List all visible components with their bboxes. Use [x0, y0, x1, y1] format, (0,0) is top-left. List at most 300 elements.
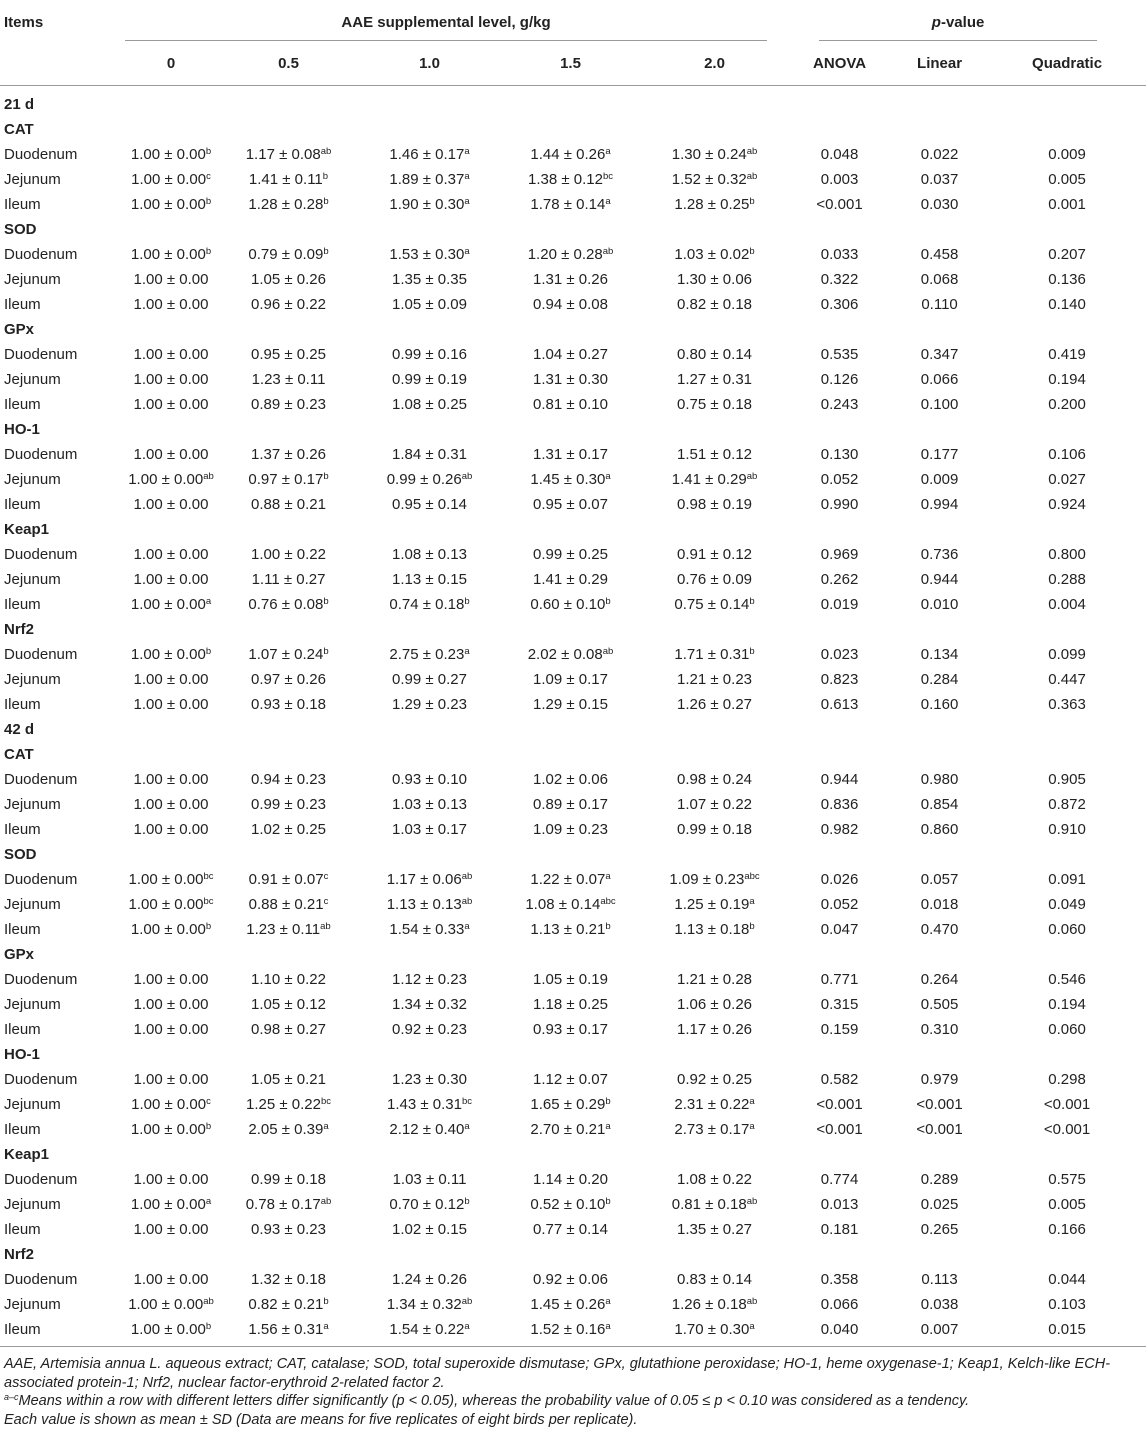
value-cell	[218, 1167, 359, 1192]
mean-sd-value: 1.00 ± 0.00	[130, 246, 206, 263]
anova-value: 0.052	[820, 896, 859, 913]
value-cell	[641, 1192, 788, 1217]
mean-sd-value: 1.89 ± 0.37	[389, 171, 465, 188]
linear-value: <0.001	[916, 1096, 963, 1113]
mean-sd-value: 0.97 ± 0.26	[251, 671, 326, 688]
section-label: CAT	[4, 121, 34, 138]
table-row	[0, 192, 1146, 217]
value-cell	[218, 792, 359, 817]
anova-value: 0.013	[820, 1196, 859, 1213]
significance-superscript: b	[749, 596, 755, 607]
row-label: Jejunum	[4, 471, 61, 488]
mean-sd-value: 1.17 ± 0.26	[677, 1021, 753, 1038]
quadratic-value: 0.140	[1048, 296, 1086, 313]
value-cell	[124, 692, 218, 717]
significance-superscript: b	[605, 596, 611, 607]
significance-superscript: b	[205, 1121, 212, 1132]
value-cell	[500, 367, 641, 392]
table-row	[0, 817, 1146, 842]
mean-sd-value: 0.75 ± 0.14	[674, 596, 750, 613]
anova-value: 0.358	[820, 1271, 859, 1288]
table-row	[0, 767, 1146, 792]
row-label: Duodenum	[4, 546, 78, 563]
section-row	[0, 742, 1146, 767]
value-cell	[500, 1117, 641, 1142]
value-cell	[500, 1167, 641, 1192]
anova-value: 0.019	[820, 596, 859, 613]
mean-sd-value: 1.28 ± 0.25	[674, 196, 750, 213]
value-cell	[359, 1167, 500, 1192]
mean-sd-value: 0.99 ± 0.27	[392, 671, 467, 688]
value-cell	[218, 1267, 359, 1292]
linear-value: 0.134	[920, 646, 959, 663]
mean-sd-value: 1.35 ± 0.35	[392, 271, 467, 288]
significance-superscript: b	[464, 596, 470, 607]
value-cell	[359, 692, 500, 717]
significance-superscript: a	[605, 146, 611, 157]
mean-sd-value: 1.00 ± 0.00	[133, 1271, 209, 1288]
mean-sd-value: 1.23 ± 0.11	[251, 371, 326, 388]
anova-value: 0.315	[820, 996, 859, 1013]
row-label: Jejunum	[4, 1096, 61, 1113]
significance-superscript: ab	[746, 146, 758, 157]
anova-value: <0.001	[816, 1096, 863, 1113]
value-cell	[218, 492, 359, 517]
row-label: Duodenum	[4, 1271, 78, 1288]
value-cell	[641, 892, 788, 917]
mean-sd-value: 1.00 ± 0.00	[130, 1321, 206, 1338]
mean-sd-value: 1.00 ± 0.00	[133, 796, 209, 813]
linear-value: 0.980	[920, 771, 959, 788]
value-cell	[218, 1317, 359, 1347]
row-label: Ileum	[0, 1317, 124, 1347]
linear-value: 0.037	[920, 171, 959, 188]
value-cell	[124, 792, 218, 817]
section-label: HO-1	[4, 1046, 40, 1063]
row-label: Duodenum	[4, 1171, 78, 1188]
mean-sd-value: 1.27 ± 0.31	[677, 371, 753, 388]
value-cell	[359, 142, 500, 167]
value-cell	[500, 592, 641, 617]
value-cell	[359, 792, 500, 817]
table-footnotes	[0, 1347, 1146, 1429]
significance-superscript: ab	[746, 171, 758, 182]
quadratic-value: 0.288	[1048, 571, 1086, 588]
value-cell	[641, 692, 788, 717]
table-row	[0, 1192, 1146, 1217]
row-label: Jejunum	[4, 896, 61, 913]
level-header: 0	[124, 42, 218, 86]
row-label: Ileum	[4, 1021, 41, 1038]
section-label: SOD	[4, 846, 37, 863]
mean-sd-value: 1.08 ± 0.25	[392, 396, 467, 413]
value-cell	[218, 1092, 359, 1117]
linear-value: 0.009	[920, 471, 959, 488]
mean-sd-value: 2.73 ± 0.17	[674, 1121, 750, 1138]
value-cell	[359, 1192, 500, 1217]
anova-value: 0.774	[820, 1171, 859, 1188]
section-row	[0, 417, 1146, 442]
significance-superscript: ab	[746, 1296, 758, 1307]
value-cell	[218, 767, 359, 792]
linear-value: 0.736	[920, 546, 959, 563]
quadratic-value: 0.005	[1048, 1196, 1086, 1213]
linear-value: 0.022	[920, 146, 959, 163]
table-row	[0, 567, 1146, 592]
linear-value: 0.505	[920, 996, 959, 1013]
value-cell	[641, 1167, 788, 1192]
value-cell	[500, 142, 641, 167]
significance-superscript: c	[206, 1096, 211, 1107]
significance-superscript: b	[323, 196, 329, 207]
mean-sd-value: 1.41 ± 0.29	[533, 571, 608, 588]
table-row	[0, 1167, 1146, 1192]
mean-sd-value: 0.52 ± 0.10	[530, 1196, 606, 1213]
quadratic-value: 0.166	[1048, 1221, 1086, 1238]
value-cell	[641, 792, 788, 817]
anova-header: ANOVA	[788, 42, 891, 86]
value-cell	[218, 342, 359, 367]
anova-value: 0.159	[820, 1021, 859, 1038]
mean-sd-value: 1.05 ± 0.19	[533, 971, 608, 988]
section-row	[0, 317, 1146, 342]
mean-sd-value: 1.11 ± 0.27	[251, 571, 326, 588]
linear-value: 0.030	[920, 196, 959, 213]
section-label: 21 d	[4, 96, 35, 113]
mean-sd-value: 1.06 ± 0.26	[677, 996, 753, 1013]
mean-sd-value: 1.44 ± 0.26	[530, 146, 606, 163]
value-cell	[641, 292, 788, 317]
mean-sd-value: 1.00 ± 0.00	[130, 646, 206, 663]
mean-sd-value: 1.52 ± 0.32	[671, 171, 747, 188]
section-row	[0, 1042, 1146, 1067]
value-cell	[500, 992, 641, 1017]
mean-sd-value: 1.24 ± 0.26	[392, 1271, 467, 1288]
row-label: Ileum	[4, 696, 41, 713]
value-cell	[359, 1067, 500, 1092]
footnote-significance-mark: a–c	[4, 1392, 19, 1402]
mean-sd-value: 0.95 ± 0.07	[533, 496, 608, 513]
mean-sd-value: 1.46 ± 0.17	[389, 146, 465, 163]
linear-value: 0.994	[920, 496, 959, 513]
significance-superscript: a	[464, 921, 470, 932]
significance-superscript: ab	[461, 1296, 473, 1307]
table-row	[0, 1292, 1146, 1317]
linear-value: 0.007	[891, 1317, 988, 1347]
quadratic-value: 0.001	[1048, 196, 1086, 213]
mean-sd-value: 1.00 ± 0.00	[133, 1021, 209, 1038]
mean-sd-value: 1.35 ± 0.27	[677, 1221, 753, 1238]
mean-sd-value: 0.98 ± 0.24	[677, 771, 753, 788]
linear-value: 0.100	[920, 396, 959, 413]
value-cell	[124, 142, 218, 167]
value-cell	[641, 192, 788, 217]
section-label: Nrf2	[4, 1246, 35, 1263]
table-row	[0, 892, 1146, 917]
mean-sd-value: 1.00 ± 0.00	[133, 996, 209, 1013]
value-cell	[359, 592, 500, 617]
level-header: 1.5	[500, 42, 641, 86]
section-row	[0, 717, 1146, 742]
value-cell	[359, 1292, 500, 1317]
value-cell	[359, 567, 500, 592]
significance-superscript: bc	[203, 896, 214, 907]
value-cell	[641, 1017, 788, 1042]
row-label: Duodenum	[4, 771, 78, 788]
significance-superscript: a	[464, 171, 470, 182]
linear-value: 0.113	[921, 1271, 958, 1288]
section-row	[0, 86, 1146, 118]
value-cell	[641, 542, 788, 567]
mean-sd-value: 1.00 ± 0.00	[133, 696, 209, 713]
quadratic-value: 0.099	[1048, 646, 1086, 663]
anova-value: 0.982	[820, 821, 859, 838]
row-label: Jejunum	[4, 571, 61, 588]
mean-sd-value: 1.03 ± 0.11	[392, 1171, 467, 1188]
linear-value: 0.347	[920, 346, 959, 363]
mean-sd-value: 1.00 ± 0.00	[133, 296, 209, 313]
linear-value: 0.284	[920, 671, 959, 688]
table-row	[0, 467, 1146, 492]
value-cell	[218, 967, 359, 992]
row-label: Ileum	[4, 296, 41, 313]
value-cell	[500, 1192, 641, 1217]
mean-sd-value: 1.02 ± 0.25	[251, 821, 326, 838]
value-cell	[124, 367, 218, 392]
value-cell	[218, 692, 359, 717]
value-cell	[500, 392, 641, 417]
mean-sd-value: 1.00 ± 0.00	[128, 896, 204, 913]
significance-superscript: a	[605, 1321, 611, 1332]
linear-value: 0.066	[920, 371, 959, 388]
anova-value: 0.026	[820, 871, 859, 888]
significance-superscript: b	[323, 246, 329, 257]
value-cell	[124, 967, 218, 992]
value-cell	[124, 1317, 218, 1347]
mean-sd-value: 1.17 ± 0.08	[245, 146, 321, 163]
mean-sd-value: 0.93 ± 0.23	[251, 1221, 326, 1238]
row-label: Ileum	[4, 196, 41, 213]
quadratic-value: 0.060	[1048, 921, 1086, 938]
significance-superscript: b	[464, 1196, 470, 1207]
quadratic-value: 0.200	[1048, 396, 1086, 413]
value-cell	[218, 642, 359, 667]
value-cell	[359, 892, 500, 917]
mean-sd-value: 0.89 ± 0.23	[251, 396, 326, 413]
row-label: Ileum	[4, 921, 41, 938]
value-cell	[641, 167, 788, 192]
table-row	[0, 692, 1146, 717]
value-cell	[359, 1092, 500, 1117]
section-label: Keap1	[4, 1146, 50, 1163]
mean-sd-value: 1.00 ± 0.00	[133, 371, 209, 388]
quadratic-value: 0.044	[1048, 1271, 1086, 1288]
mean-sd-value: 0.99 ± 0.19	[392, 371, 467, 388]
mean-sd-value: 0.99 ± 0.25	[533, 546, 608, 563]
mean-sd-value: 1.70 ± 0.30	[674, 1321, 750, 1338]
row-label: Duodenum	[4, 246, 78, 263]
significance-superscript: ab	[461, 896, 473, 907]
row-label: Jejunum	[4, 796, 61, 813]
value-cell	[359, 1117, 500, 1142]
value-cell	[500, 542, 641, 567]
significance-superscript: ab	[602, 646, 614, 657]
value-cell	[641, 367, 788, 392]
value-cell	[124, 1192, 218, 1217]
mean-sd-value: 1.25 ± 0.22	[245, 1096, 321, 1113]
value-cell	[500, 1092, 641, 1117]
mean-sd-value: 1.04 ± 0.27	[533, 346, 608, 363]
mean-sd-value: 1.37 ± 0.26	[251, 446, 326, 463]
mean-sd-value: 1.09 ± 0.17	[533, 671, 608, 688]
mean-sd-value: 1.31 ± 0.26	[533, 271, 608, 288]
significance-superscript: b	[205, 646, 212, 657]
anova-value: 0.126	[820, 371, 859, 388]
significance-superscript: ab	[320, 146, 332, 157]
anova-value: 0.613	[820, 696, 859, 713]
linear-value: 0.025	[920, 1196, 959, 1213]
significance-superscript: b	[205, 1321, 212, 1332]
mean-sd-value: 0.91 ± 0.12	[677, 546, 753, 563]
row-label: Duodenum	[4, 646, 78, 663]
row-label: Jejunum	[4, 371, 61, 388]
significance-superscript: c	[206, 171, 211, 182]
linear-value: 0.458	[920, 246, 959, 263]
value-cell	[218, 1217, 359, 1242]
value-cell	[218, 892, 359, 917]
quadratic-value: 0.106	[1048, 446, 1086, 463]
mean-sd-value: 1.51 ± 0.12	[677, 446, 753, 463]
value-cell	[641, 1267, 788, 1292]
value-cell	[124, 767, 218, 792]
significance-superscript: a	[323, 1321, 329, 1332]
footnote-significance	[4, 1392, 1142, 1411]
value-cell	[641, 592, 788, 617]
mean-sd-value: 1.05 ± 0.21	[251, 1071, 326, 1088]
significance-superscript: ab	[602, 246, 614, 257]
row-label: Jejunum	[4, 996, 61, 1013]
table-row	[0, 242, 1146, 267]
mean-sd-value: 1.09 ± 0.23	[533, 821, 608, 838]
value-cell	[218, 667, 359, 692]
quadratic-value: 0.091	[1048, 871, 1086, 888]
linear-value: 0.160	[920, 696, 959, 713]
value-cell	[124, 1267, 218, 1292]
quadratic-value: 0.103	[1048, 1296, 1086, 1313]
significance-superscript: b	[205, 246, 212, 257]
significance-superscript: b	[205, 921, 212, 932]
value-cell	[124, 1092, 218, 1117]
significance-superscript: ab	[320, 921, 331, 932]
quadratic-value: 0.005	[1048, 171, 1086, 188]
mean-sd-value: 1.00 ± 0.00	[133, 396, 209, 413]
section-row	[0, 842, 1146, 867]
mean-sd-value: 0.93 ± 0.18	[251, 696, 326, 713]
mean-sd-value: 1.00 ± 0.00	[133, 1221, 209, 1238]
linear-value: 0.944	[920, 571, 959, 588]
table-row	[0, 142, 1146, 167]
mean-sd-value: 1.00 ± 0.00	[133, 771, 209, 788]
significance-superscript: ab	[320, 1196, 332, 1207]
value-cell	[218, 242, 359, 267]
value-cell	[359, 642, 500, 667]
significance-superscript: ab	[203, 1296, 214, 1307]
value-cell	[124, 567, 218, 592]
mean-sd-value: 1.13 ± 0.13	[386, 896, 462, 913]
mean-sd-value: 2.70 ± 0.21	[530, 1121, 606, 1138]
significance-superscript: b	[323, 596, 329, 607]
section-label: 42 d	[4, 721, 35, 738]
value-cell	[641, 1217, 788, 1242]
significance-superscript: ab	[461, 471, 473, 482]
value-cell	[359, 467, 500, 492]
table-row	[0, 367, 1146, 392]
anova-value: 0.052	[820, 471, 859, 488]
table-row	[0, 392, 1146, 417]
row-label: Duodenum	[4, 346, 78, 363]
linear-value: 0.018	[920, 896, 959, 913]
mean-sd-value: 0.88 ± 0.21	[251, 496, 326, 513]
value-cell	[124, 892, 218, 917]
mean-sd-value: 1.26 ± 0.18	[671, 1296, 747, 1313]
anova-value: 0.033	[820, 246, 859, 263]
value-cell	[500, 1317, 641, 1347]
anova-value: 0.836	[820, 796, 859, 813]
value-cell	[218, 992, 359, 1017]
value-cell	[218, 917, 359, 942]
mean-sd-value: 1.30 ± 0.24	[671, 146, 747, 163]
quadratic-value: <0.001	[1043, 1096, 1091, 1113]
quadratic-header: Quadratic	[988, 42, 1146, 86]
mean-sd-value: 0.92 ± 0.06	[533, 1271, 608, 1288]
table-row	[0, 1092, 1146, 1117]
linear-value: 0.289	[920, 1171, 959, 1188]
table-row	[0, 1067, 1146, 1092]
value-cell	[641, 1317, 788, 1347]
significance-superscript: c	[323, 871, 329, 882]
mean-sd-value: 1.20 ± 0.28	[527, 246, 603, 263]
value-cell	[641, 1117, 788, 1142]
level-header: 2.0	[641, 42, 788, 86]
value-cell	[124, 917, 218, 942]
mean-sd-value: 1.00 ± 0.00	[133, 446, 209, 463]
value-cell	[359, 192, 500, 217]
value-cell	[500, 167, 641, 192]
row-label: Duodenum	[4, 971, 78, 988]
row-label: Duodenum	[4, 146, 78, 163]
table-body	[0, 86, 1146, 1347]
value-cell	[124, 542, 218, 567]
value-cell	[124, 1117, 218, 1142]
linear-value: 0.854	[920, 796, 959, 813]
value-cell	[641, 492, 788, 517]
quadratic-value: 0.207	[1048, 246, 1086, 263]
anova-value: 0.322	[820, 271, 859, 288]
value-cell	[500, 1267, 641, 1292]
row-label: Ileum	[4, 596, 41, 613]
table-row	[0, 792, 1146, 817]
value-cell	[500, 792, 641, 817]
value-cell	[124, 667, 218, 692]
mean-sd-value: 1.13 ± 0.15	[392, 571, 467, 588]
row-label: Jejunum	[4, 1296, 61, 1313]
value-cell	[500, 642, 641, 667]
mean-sd-value: 0.95 ± 0.25	[251, 346, 326, 363]
table-row	[0, 442, 1146, 467]
quadratic-value: 0.194	[1048, 996, 1086, 1013]
mean-sd-value: 0.92 ± 0.23	[392, 1021, 467, 1038]
value-cell	[359, 1017, 500, 1042]
